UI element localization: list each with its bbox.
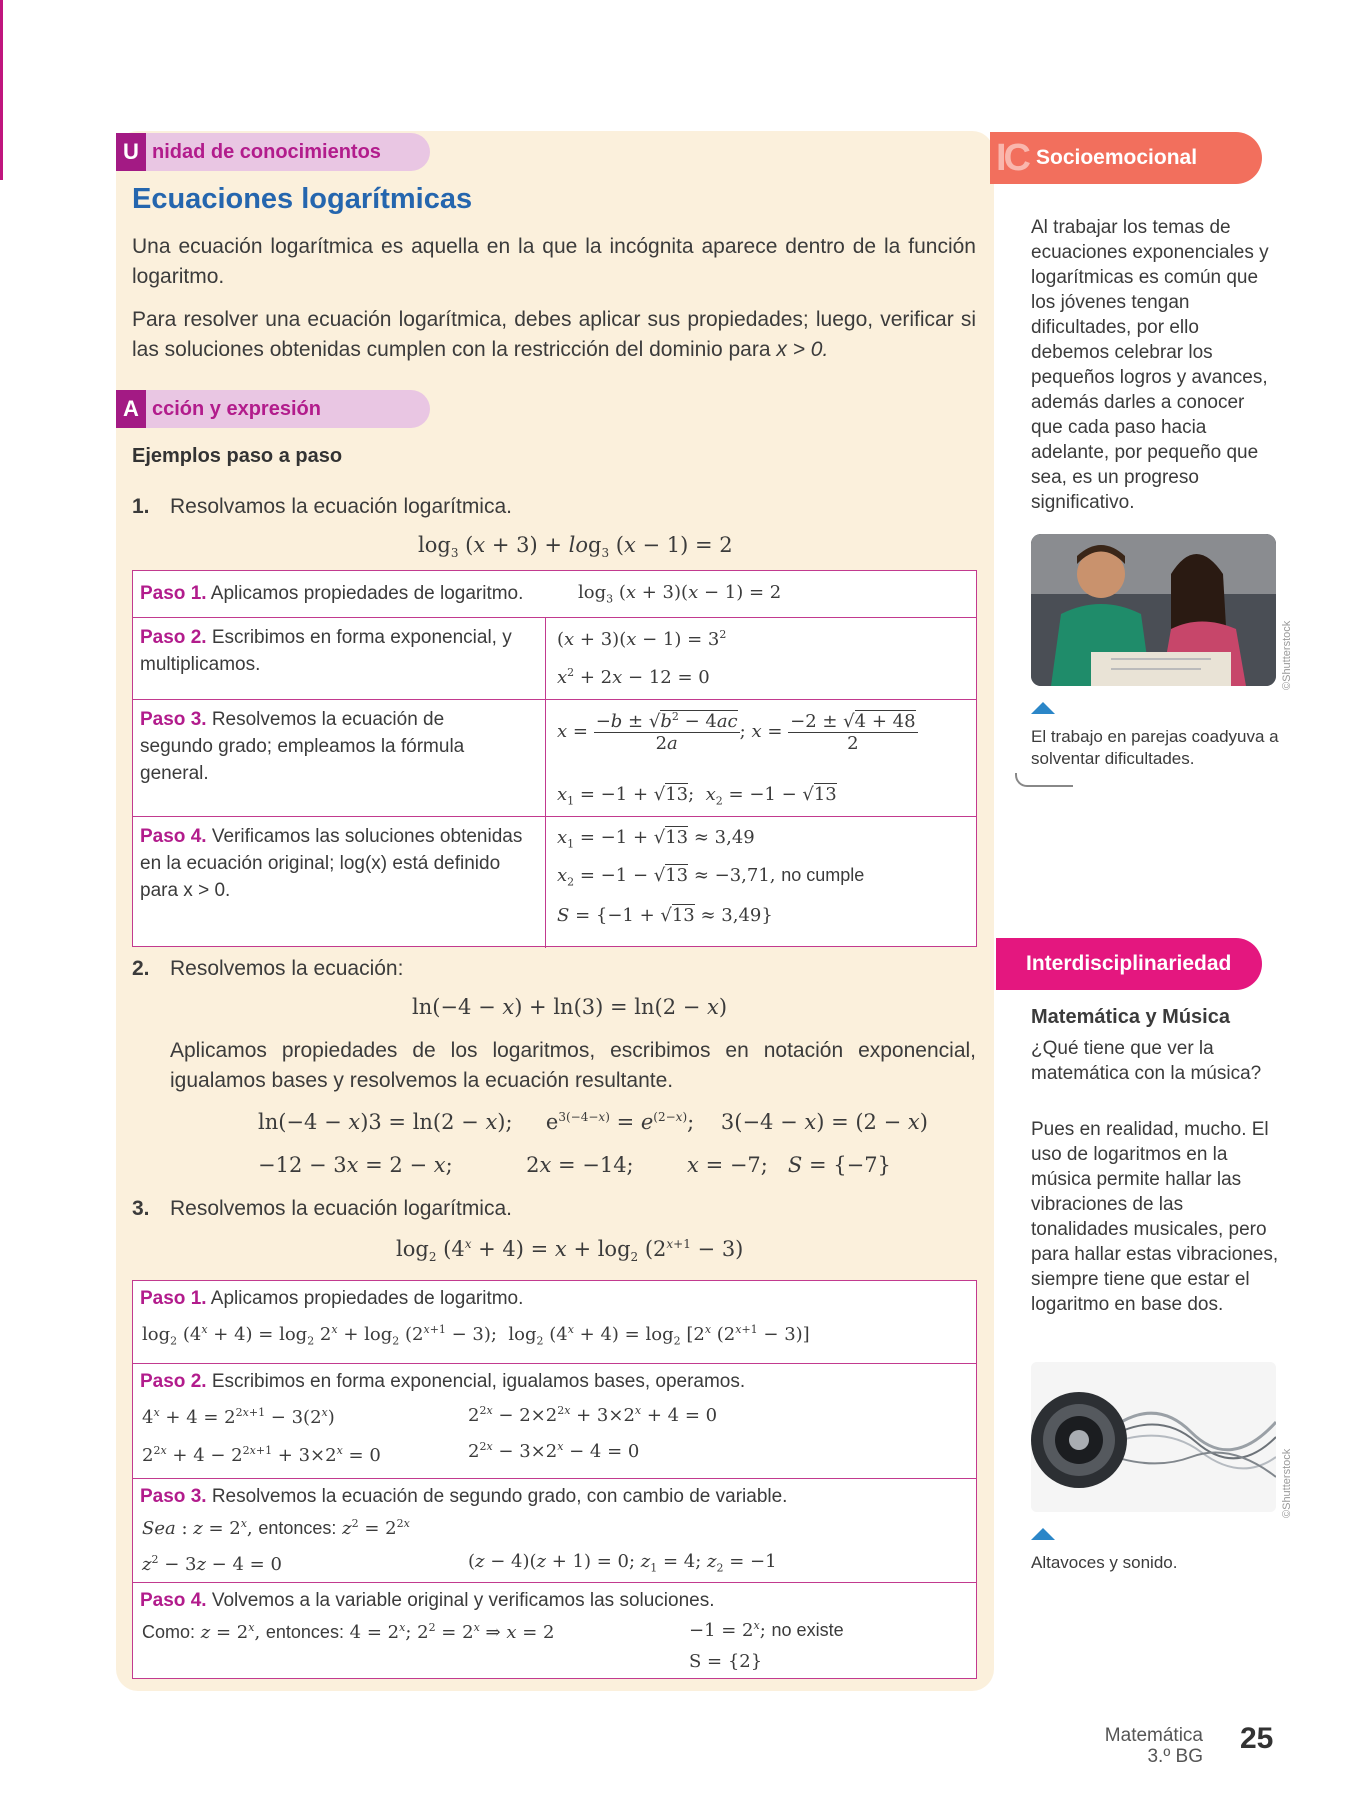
example-1-step-3-row: [133, 699, 976, 816]
example-1-check-x1: $x_1 = -1 + √13 \approx 3,49$: [557, 827, 755, 851]
example-1-step-2-math-b: $x^2 + 2x - 12 = 0$: [557, 666, 710, 688]
example-2-text: Resolvemos la ecuación:: [170, 957, 404, 980]
example-2-number: 2.: [132, 957, 150, 980]
unit-banner-text: nidad de conocimientos: [152, 140, 381, 163]
students-photo: [1031, 534, 1276, 686]
example-1-step-2-row: [133, 617, 976, 699]
example-1-step-1-desc: [140, 580, 523, 607]
speaker-photo-credit: ©Shutterstock: [1281, 1448, 1293, 1518]
interdisciplinariedad-answer: Pues en realidad, mucho. El uso de logaritmos en la música permite hallar las vibraciones de las tonalidades musicales, pero para hallar estas vibraciones, siempre tiene que estar el logaritmo en base dos.: [1031, 1119, 1279, 1315]
example-3-number: 3.: [132, 1197, 150, 1220]
socioemocional-tab: [990, 132, 1262, 184]
speaker-caption-pointer-icon: [1031, 1528, 1055, 1540]
footer-subject-block: [1105, 1725, 1203, 1767]
example-2-statement: [132, 957, 403, 981]
interdisciplinariedad-tab: [996, 938, 1262, 990]
action-banner: [116, 390, 430, 428]
example-3-step-3-desc: [140, 1483, 787, 1510]
example-1-equation: $\log_3 (x + 3) + \log_3 (x - 1) = 2$: [418, 533, 733, 561]
example-3-step-4-label: Paso 4.: [140, 1590, 207, 1611]
example-1-step-4-divider: [545, 817, 546, 948]
example-3-sea-word: Sea: [142, 1518, 176, 1539]
example-3-discarded-root: $-1 = 2^x$; no existe: [689, 1619, 844, 1641]
example-2-work-line-2: −12 − 3x = 2 − x; 2x = −14; x = −7; S = {−7}: [258, 1153, 891, 1177]
example-1-step-3-desc: [140, 706, 520, 787]
example-3-step-1-math: $\log_2 (4^x + 4) = \log_2 2^x + \log_2 (2^{x+1} - 3)$; $\log_2 (4^x + 4) = \log_2 [2^x$ $(2^{x+1} - 3)$]: [142, 1323, 810, 1348]
example-1-roots: $x_1 = -1 + √13$; $x_2 = -1 - √13$: [557, 784, 837, 808]
example-1-statement: [132, 495, 512, 519]
page-number: 25: [1240, 1722, 1274, 1755]
example-1-quadratic-formula: x = $\frac{-b \pm √b^2 - 4ac}{2a}$ ; x = $\frac{-2 \pm √4 + 48}{2}$: [557, 710, 916, 754]
example-3-step-2-math-c: $2^{2x} + 4 - 2^{2x+1} + 3\times 2^x = 0$: [142, 1444, 381, 1466]
example-2-equation: ln(−4 − x) + ln(3) = ln(2 − x): [412, 995, 728, 1019]
students-photo-caption: El trabajo en parejas coadyuva a solventar dificultades.: [1031, 727, 1279, 768]
example-3-step-2-text: Escribimos en forma exponencial, igualamos bases, operamos.: [211, 1371, 746, 1392]
unit-banner: [116, 133, 430, 171]
example-2-work-line-1: ln(−4 − x)3 = ln(2 − x); $e^{3(-4-x)} = e^{(2-x)}$; 3(−4 − x) = (2 − x): [258, 1110, 928, 1134]
interdisciplinariedad-heading: Matemática y Música: [1031, 1006, 1230, 1028]
example-1-text: Resolvamos la ecuación logarítmica.: [170, 495, 512, 518]
example-3-step-2-math-a: $4^x + 4 = 2^{2x+1} - 3(2^x)$: [142, 1406, 335, 1428]
intro-domain-condition: x > 0.: [776, 338, 829, 361]
example-3-step-3-text: Resolvemos la ecuación de segundo grado, con cambio de variable.: [211, 1486, 788, 1507]
example-1-step-4-text: Verificamos las soluciones obtenidas en la ecuación original; log(x) está definido para x > 0.: [140, 826, 523, 901]
example-1-step-2-math-a: $(x + 3)(x - 1) = 3^2$: [557, 628, 727, 650]
example-3-como-word: Como:: [142, 1622, 196, 1642]
example-3-step-2-row: [133, 1363, 976, 1478]
intro-paragraph-1: Una ecuación logarítmica es aquella en la que la incógnita aparece dentro de la función logaritmo.: [132, 235, 976, 288]
students-photo-credit: ©Shutterstock: [1281, 620, 1293, 690]
example-3-entonces-word: entonces:: [258, 1518, 337, 1538]
action-banner-text: cción y expresión: [152, 397, 321, 420]
example-3-step-1-row: [133, 1281, 976, 1363]
example-3-entonces-word-2: entonces:: [265, 1622, 344, 1642]
example-1-step-4-row: [133, 816, 976, 948]
example-1-steps-table: [132, 570, 977, 947]
interdisciplinariedad-tab-label: Interdisciplinariedad: [1026, 952, 1232, 975]
example-3-step-4-text: Volvemos a la variable original y verificamos las soluciones.: [211, 1590, 715, 1611]
unit-banner-letter: U: [116, 133, 146, 171]
example-1-step-2-label: Paso 2.: [140, 627, 207, 648]
example-3-back-substitution: Como: $z = 2^x$, entonces: $4 = 2^x$; $2^2 = 2^x$ ⇒ x = 2: [142, 1621, 555, 1643]
example-3-text: Resolvemos la ecuación logarítmica.: [170, 1197, 512, 1220]
example-1-step-3-divider: [545, 700, 546, 816]
example-1-step-2-desc: [140, 624, 535, 678]
example-3-step-1-desc: [140, 1285, 523, 1312]
example-1-step-1-label: Paso 1.: [140, 583, 207, 604]
section-title: Ecuaciones logarítmicas: [132, 183, 473, 215]
example-1-verdict: no cumple: [781, 865, 865, 885]
page-edge-mark: [0, 0, 3, 180]
intro-paragraph-2: [132, 305, 976, 365]
example-3-step-1-text: Aplicamos propiedades de logaritmo.: [210, 1288, 524, 1309]
interdisciplinariedad-question: ¿Qué tiene que ver la matemática con la música?: [1031, 1038, 1262, 1084]
caption-underline: [1015, 773, 1073, 787]
speaker-photo-caption: Altavoces y sonido.: [1031, 1553, 1178, 1572]
example-1-step-4-desc: [140, 823, 535, 904]
example-3-factored: (z − 4)(z + 1) = 0; $z_1 = 4$; $z_2 = -1$: [468, 1551, 777, 1575]
speaker-photo: [1031, 1362, 1276, 1512]
caption-pointer-icon: [1031, 702, 1055, 714]
socioemocional-text: Al trabajar los temas de ecuaciones exponenciales y logarítmicas es común que los jóvenes tengan dificultades, por ello debemos celebrar los pequeños logros y avances, además darles a conocer que cada paso hacia adelante, por pequeño que sea, es un progreso significativo.: [1031, 217, 1269, 513]
example-1-step-1-row: [133, 571, 976, 617]
socioemocional-logo: IC: [996, 136, 1028, 179]
example-1-step-2-divider: [545, 618, 546, 699]
example-3-equation: $\log_2 (4^x + 4) = x + \log_2 (2^{x+1} - 3)$: [396, 1237, 744, 1265]
footer-grade: 3.º BG: [1147, 1746, 1203, 1767]
example-3-substitution: Sea : $z = 2^x$, entonces: $z^2 = 2^{2x}$: [142, 1517, 410, 1539]
example-3-step-2-math-b: $2^{2x} - 2\times 2^{2x} + 3\times 2^x + 4 = 0$: [468, 1404, 718, 1426]
example-3-no-existe: no existe: [771, 1620, 844, 1640]
example-3-step-2-desc: [140, 1368, 745, 1395]
example-1-step-1-text: Aplicamos propiedades de logaritmo.: [210, 583, 524, 604]
intro-paragraph-2-text: Para resolver una ecuación logarítmica, debes aplicar sus propiedades; luego, verificar si las soluciones obtenidas cumplen con la restricción del dominio para: [132, 308, 976, 361]
example-1-number: 1.: [132, 495, 150, 518]
example-1-step-3-text: Resolvemos la ecuación de segundo grado; empleamos la fórmula general.: [140, 709, 465, 784]
example-3-statement: [132, 1197, 512, 1221]
example-3-step-3-row: [133, 1478, 976, 1582]
example-3-step-4-desc: [140, 1587, 715, 1614]
socioemocional-tab-label: Socioemocional: [1036, 146, 1198, 169]
example-3-steps-table: [132, 1280, 977, 1679]
example-1-step-4-label: Paso 4.: [140, 826, 207, 847]
example-3-step-4-row: [133, 1582, 976, 1680]
example-3-step-2-math-d: $2^{2x} - 3\times 2^x - 4 = 0$: [468, 1440, 640, 1462]
example-3-step-1-label: Paso 1.: [140, 1288, 207, 1309]
example-3-step-3-label: Paso 3.: [140, 1486, 207, 1507]
example-1-step-3-label: Paso 3.: [140, 709, 207, 730]
example-1-step-2-text: Escribimos en forma exponencial, y multiplicamos.: [140, 627, 512, 675]
example-1-step-1-math: $\log_3 (x + 3)(x - 1) = 2$: [578, 582, 782, 606]
example-1-solution-set: S = {−1 + √13 ≈ 3,49}: [557, 905, 773, 926]
example-3-step-2-label: Paso 2.: [140, 1371, 207, 1392]
example-3-solution-set: S = {2}: [689, 1651, 763, 1672]
action-banner-letter: A: [116, 390, 146, 428]
footer-subject: Matemática: [1104, 1725, 1203, 1746]
examples-heading: Ejemplos paso a paso: [132, 445, 343, 467]
example-2-explanation: Aplicamos propiedades de los logaritmos, escribimos en notación exponencial, igualamos bases y resolvemos la ecuación resultante.: [170, 1039, 976, 1092]
example-1-check-x2: $x_2 = -1 - √13 \approx -3,71$, no cumple: [557, 865, 865, 889]
example-3-quadratic: $z^2 - 3z - 4 = 0$: [142, 1553, 282, 1575]
